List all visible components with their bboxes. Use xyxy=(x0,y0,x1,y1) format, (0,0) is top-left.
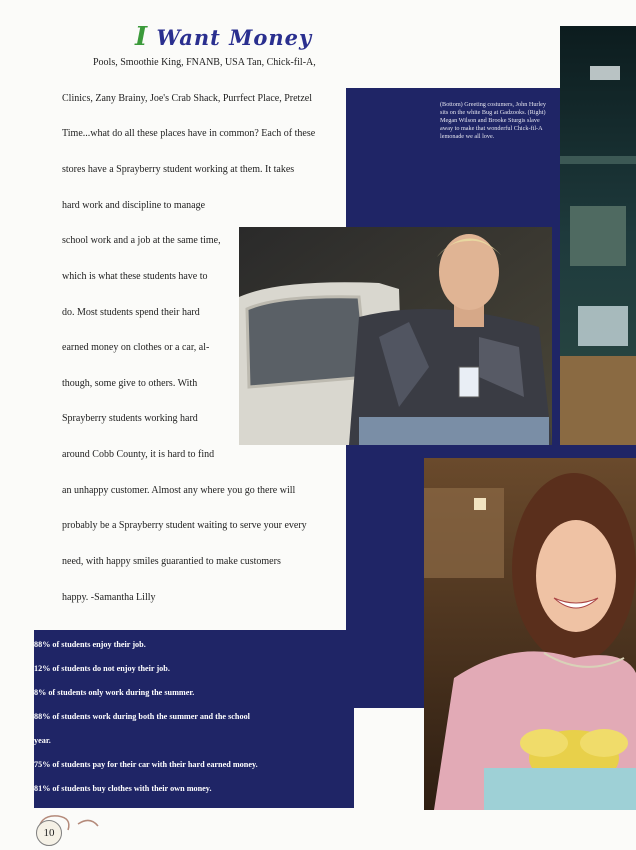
page-number: 10 xyxy=(36,820,62,846)
body-line: earned money on clothes or a car, al- xyxy=(62,342,210,353)
title-rest: Want Money xyxy=(148,25,313,50)
body-line: probably be a Sprayberry student waiting to serve your every xyxy=(62,520,307,531)
store-interior-photo-graphic xyxy=(560,26,636,445)
body-line: an unhappy customer. Almost any where you go there will xyxy=(62,485,296,496)
body-line: Clinics, Zany Brainy, Joe's Crab Shack, Purrfect Place, Pretzel xyxy=(62,93,312,104)
megan-wilson-photo xyxy=(424,458,636,810)
body-line: Sprayberry students working hard xyxy=(62,413,198,424)
stat-line: 8% of students only work during the summer. xyxy=(34,688,195,697)
stat-line: 88% of students work during both the summer and the school xyxy=(34,712,250,721)
photo-caption: (Bottom) Greeting costumers, John Hurley sits on the white Bug at Gadzooks. (Right) Megan Wilson and Brooke Sturgis slave away to make that wonderful Chick-fil-A lemonade we all love. xyxy=(440,101,547,140)
body-line: do. Most students spend their hard xyxy=(62,307,200,318)
body-line: happy. -Samantha Lilly xyxy=(62,592,156,603)
body-line: hard work and discipline to manage xyxy=(62,200,206,211)
page-title xyxy=(135,22,335,52)
john-hurley-photo-graphic xyxy=(239,227,552,445)
stat-line: 88% of students enjoy their job. xyxy=(34,640,146,649)
navy-block-stats-right xyxy=(346,465,426,708)
body-line: which is what these students have to xyxy=(62,271,208,282)
body-line: around Cobb County, it is hard to find xyxy=(62,449,215,460)
body-line: school work and a job at the same time, xyxy=(62,235,221,246)
body-line: Pools, Smoothie King, FNANB, USA Tan, Chick-fil-A, xyxy=(93,57,316,68)
stat-line: 81% of students buy clothes with their own money. xyxy=(34,784,212,793)
stat-line: 75% of students pay for their car with their hard earned money. xyxy=(34,760,258,769)
stat-line: 12% of students do not enjoy their job. xyxy=(34,664,170,673)
body-line: need, with happy smiles guarantied to make customers xyxy=(62,556,281,567)
body-line: stores have a Sprayberry student working at them. It takes xyxy=(62,164,295,175)
title-first-letter: I xyxy=(135,22,149,52)
body-line: though, some give to others. With xyxy=(62,378,198,389)
stat-line: year. xyxy=(34,736,51,745)
store-interior-photo xyxy=(560,26,636,445)
body-line: Time...what do all these places have in common? Each of these xyxy=(62,128,316,139)
megan-wilson-photo-graphic xyxy=(424,458,636,810)
john-hurley-photo xyxy=(239,227,552,445)
